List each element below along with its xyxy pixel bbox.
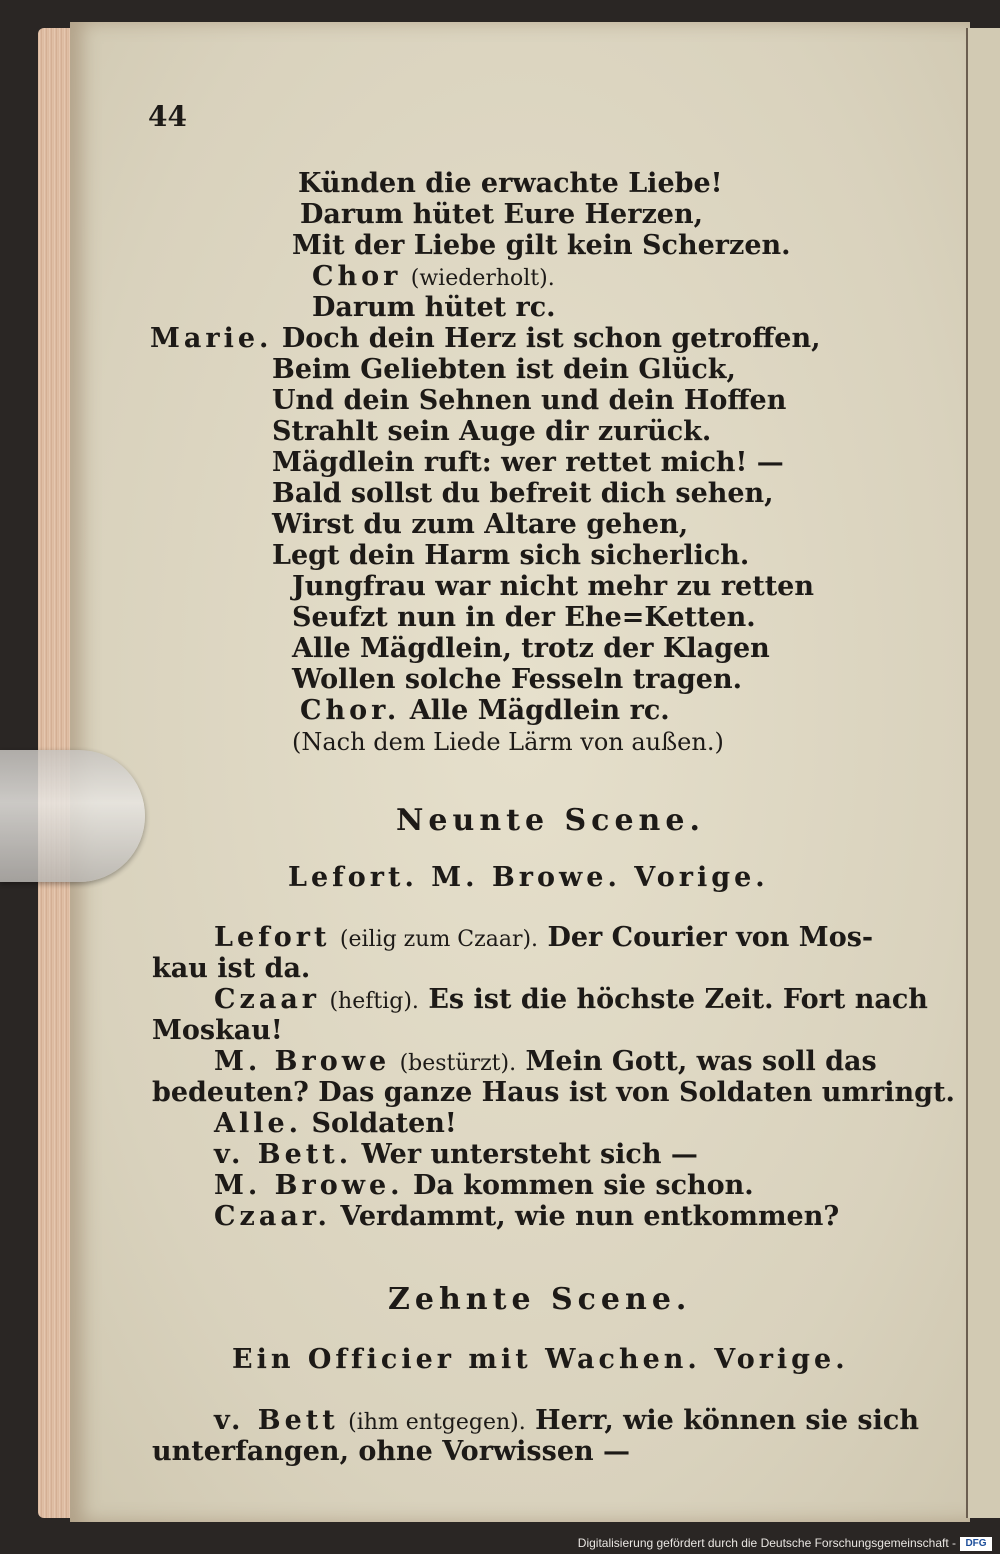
verse-line: Wollen solche Fesseln tragen. — [292, 664, 742, 695]
speaker-name: Chor. — [300, 695, 401, 726]
speaker-name: M. Browe — [214, 1046, 391, 1077]
scene-heading: Zehnte Scene. — [388, 1282, 692, 1317]
speaker-name: M. Browe. — [214, 1170, 404, 1201]
dialogue-continuation: unterfangen, ohne Vorwissen — — [152, 1436, 631, 1467]
stage-direction: (eilig zum Czaar). — [339, 927, 539, 952]
dfg-logo: DFG — [960, 1537, 992, 1551]
dialogue-line — [214, 1139, 698, 1170]
dialogue-line — [214, 1108, 457, 1139]
line-text: Doch dein Herz ist schon getroffen, — [281, 323, 821, 354]
verse-line: Mägdlein ruft: wer rettet mich! — — [272, 447, 784, 478]
verse-line — [150, 323, 821, 354]
verse-line — [300, 695, 670, 726]
line-text: Verdammt, wie nun entkommen? — [340, 1201, 840, 1232]
line-text: Wer untersteht sich — — [361, 1139, 698, 1170]
verse-line: Strahlt sein Auge dir zurück. — [272, 416, 712, 447]
dialogue-line — [214, 984, 928, 1015]
dialogue-continuation: Moskau! — [152, 1015, 283, 1046]
stage-direction: (ihm entgegen). — [348, 1410, 526, 1435]
funding-credit: Digitalisierung gefördert durch die Deutsche Forschungsgemeinschaft - — [577, 1536, 956, 1550]
line-text: Soldaten! — [311, 1108, 457, 1139]
verse-line: Legt dein Harm sich sicherlich. — [272, 540, 750, 571]
speaker-name: Marie. — [150, 323, 273, 354]
speaker-name: v. Bett. — [214, 1139, 353, 1170]
verse-line: Darum hütet rc. — [312, 292, 556, 323]
scene-cast: Ein Officier mit Wachen. Vorige. — [232, 1344, 849, 1375]
stage-direction: (Nach dem Liede Lärm von außen.) — [292, 728, 724, 756]
verse-line — [312, 261, 555, 292]
stage-direction: (heftig). — [329, 989, 419, 1014]
verse-line: Mit der Liebe gilt kein Scherzen. — [292, 230, 791, 261]
dialogue-continuation: bedeuten? Das ganze Haus ist von Soldaten umringt. — [152, 1077, 955, 1108]
speaker-name: Czaar — [214, 984, 321, 1015]
scene-heading: Neunte Scene. — [396, 803, 705, 838]
speaker-name: Chor — [312, 261, 402, 292]
scene-cast: Lefort. M. Browe. Vorige. — [288, 862, 769, 893]
verse-line: Jungfrau war nicht mehr zu retten — [292, 571, 814, 602]
verse-line: Bald sollst du befreit dich sehen, — [272, 478, 774, 509]
line-text: Der Courier von Mos- — [547, 922, 874, 953]
speaker-name: Lefort — [214, 922, 331, 953]
dialogue-line — [214, 922, 873, 953]
line-text: Da kommen sie schon. — [412, 1170, 754, 1201]
verse-line: Künden die erwachte Liebe! — [298, 168, 723, 199]
facing-page-edge — [966, 28, 1000, 1518]
verse-line: Seufzt nun in der Ehe=Ketten. — [292, 602, 756, 633]
speaker-name: Czaar. — [214, 1201, 331, 1232]
dialogue-line — [214, 1046, 877, 1077]
verse-line: Alle Mägdlein, trotz der Klagen — [292, 633, 770, 664]
speaker-name: v. Bett — [214, 1405, 339, 1436]
line-text: Es ist die höchste Zeit. Fort nach — [428, 984, 928, 1015]
dialogue-continuation: kau ist da. — [152, 953, 311, 984]
dialogue-line — [214, 1170, 754, 1201]
verse-line: Wirst du zum Altare gehen, — [272, 509, 689, 540]
verse-line: Darum hütet Eure Herzen, — [300, 199, 703, 230]
line-text: Herr, wie können sie sich — [535, 1405, 919, 1436]
dialogue-line — [214, 1201, 839, 1232]
stage-direction: (bestürzt). — [399, 1051, 517, 1076]
scanner-clamp — [0, 750, 145, 882]
verse-line: Und dein Sehnen und dein Hoffen — [272, 385, 787, 416]
line-text: Mein Gott, was soll das — [525, 1046, 877, 1077]
verse-line: Beim Geliebten ist dein Glück, — [272, 354, 736, 385]
stage-direction: (wiederholt). — [410, 266, 555, 291]
page-number: 44 — [148, 100, 187, 133]
line-text: Alle Mägdlein rc. — [409, 695, 670, 726]
dialogue-line — [214, 1405, 919, 1436]
speaker-name: Alle. — [214, 1108, 303, 1139]
